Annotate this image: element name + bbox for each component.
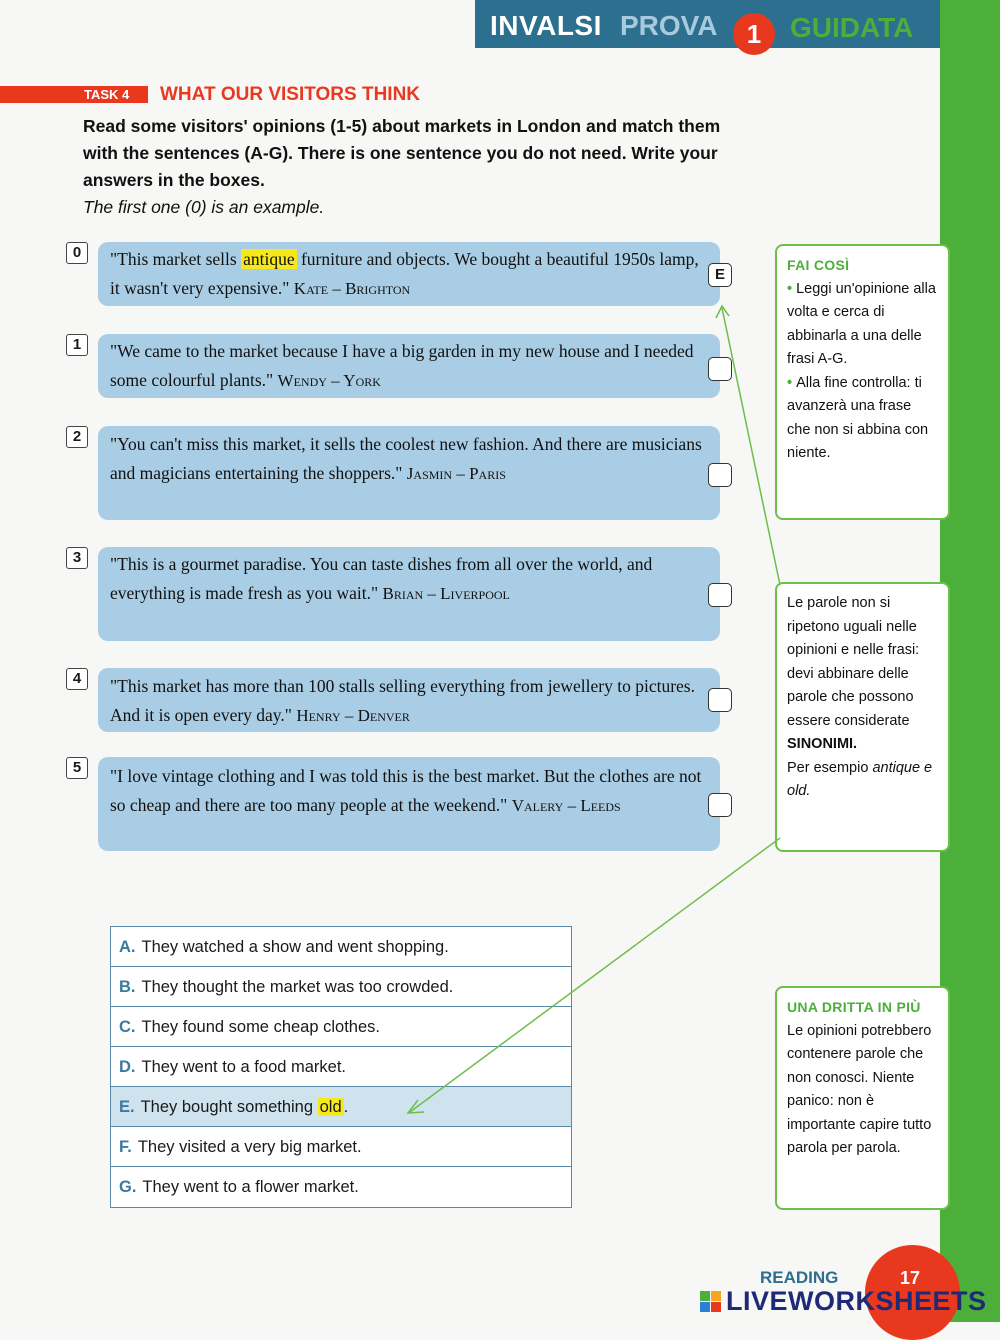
watermark-text: LIVEWORKSHEETS <box>726 1286 987 1316</box>
bullet-icon: • <box>787 280 797 297</box>
highlight-old: old <box>319 1098 342 1116</box>
opinion-number: 3 <box>66 547 88 569</box>
highlight-antique: antique <box>243 249 295 269</box>
opinion-author: Jasmin – Paris <box>406 464 506 483</box>
arrowhead-icon <box>408 1100 424 1113</box>
opinion-author: Wendy – York <box>277 371 381 390</box>
tip-text: Leggi un'opinione alla volta e cerca di abbinarla a una delle frasi A-G. <box>787 280 936 367</box>
dritta-title: UNA DRITTA IN PIÙ <box>787 999 921 1015</box>
answer-box[interactable]: E <box>708 263 732 287</box>
opinion-text-part: "This market sells <box>110 249 242 269</box>
sentence-text: They bought something <box>140 1098 318 1116</box>
sentence-letter: C. <box>119 1018 136 1036</box>
opinion-author: Valery – Leeds <box>511 796 621 815</box>
sentence-text: They went to a food market. <box>141 1058 347 1076</box>
parole-text: Le parole non si ripetono uguali nelle opinioni e nelle frasi: devi abbinare delle parole che possono essere considerate <box>787 595 920 729</box>
liveworksheets-watermark <box>700 1286 987 1317</box>
sentence-letter: F. <box>119 1138 132 1156</box>
opinion-text-part: "This market has more than 100 stalls selling everything from jewellery to pictures. And it is open every day." <box>110 676 695 725</box>
page-number: 17 <box>900 1268 921 1288</box>
liveworksheets-logo-icon <box>700 1291 722 1313</box>
header-invalsi: INVALSI <box>490 10 602 41</box>
parole-emphasis: SINONIMI. <box>787 736 858 752</box>
opinion-number: 4 <box>66 668 88 690</box>
sentence-text: They found some cheap clothes. <box>141 1018 380 1036</box>
opinion-number: 1 <box>66 334 88 356</box>
dritta-text: Le opinioni potrebbero contenere parole che non conosci. Niente panico: non è importante capire tutto parola per parola. <box>787 1022 932 1156</box>
opinion-text-part: "We came to the market because I have a big garden in my new house and I needed some colourful plants." <box>110 341 694 390</box>
opinion-author: Henry – Denver <box>296 706 410 725</box>
header-number-badge: 1 <box>733 13 775 55</box>
opinion-text-part: "You can't miss this market, it sells the coolest new fashion. And there are musicians and magicians entertaining the shoppers." <box>110 434 702 483</box>
sentence-letter: E. <box>119 1098 135 1116</box>
task-label: TASK 4 <box>84 87 130 102</box>
example-note: The first one (0) is an example. <box>83 197 325 217</box>
header-prova: PROVA <box>620 10 718 41</box>
opinion-number: 0 <box>66 242 88 264</box>
opinion-text-part: "I love vintage clothing and I was told this is the best market. But the clothes are not so cheap and there are too many people at the weekend." <box>110 766 702 815</box>
sentence-letter: D. <box>119 1058 136 1076</box>
fai-cosi-title: FAI COSÌ <box>787 257 850 273</box>
sentence-text: They went to a flower market. <box>142 1178 359 1196</box>
arrow-to-antique <box>722 308 780 585</box>
sentence-text: They watched a show and went shopping. <box>141 938 449 956</box>
bullet-icon: • <box>787 374 797 391</box>
opinion-text-part: "This is a gourmet paradise. You can taste dishes from all over the world, and everything is made fresh as you wait." <box>110 554 653 603</box>
instructions-text: Read some visitors' opinions (1-5) about markets in London and match them with the sentences (A-G). There is one sentence you do not need. Write your answers in the boxes. <box>83 116 721 190</box>
footer-reading: READING <box>760 1268 839 1287</box>
sentence-letter: B. <box>119 978 136 996</box>
parole-example-words: antique e old. <box>787 759 933 799</box>
sentence-text: They thought the market was too crowded. <box>141 978 454 996</box>
opinion-author: Brian – Liverpool <box>382 584 510 603</box>
task-title: WHAT OUR VISITORS THINK <box>160 84 421 105</box>
sentence-text: . <box>343 1098 349 1116</box>
opinion-text-part: furniture and objects. We bought a beautiful 1950s lamp, it wasn't very expensive." <box>110 249 699 298</box>
opinion-number: 2 <box>66 426 88 448</box>
tip-text: Alla fine controlla: ti avanzerà una frase che non si abbina con niente. <box>787 374 929 461</box>
arrow-to-old <box>410 838 780 1112</box>
sentence-letter: G. <box>119 1178 137 1196</box>
opinion-number: 5 <box>66 757 88 779</box>
parole-example-lead: Per esempio <box>787 759 869 776</box>
sentence-text: They visited a very big market. <box>137 1138 362 1156</box>
sentence-letter: A. <box>119 938 136 956</box>
header-guidata: GUIDATA <box>790 12 914 43</box>
opinion-author: Kate – Brighton <box>293 279 411 298</box>
